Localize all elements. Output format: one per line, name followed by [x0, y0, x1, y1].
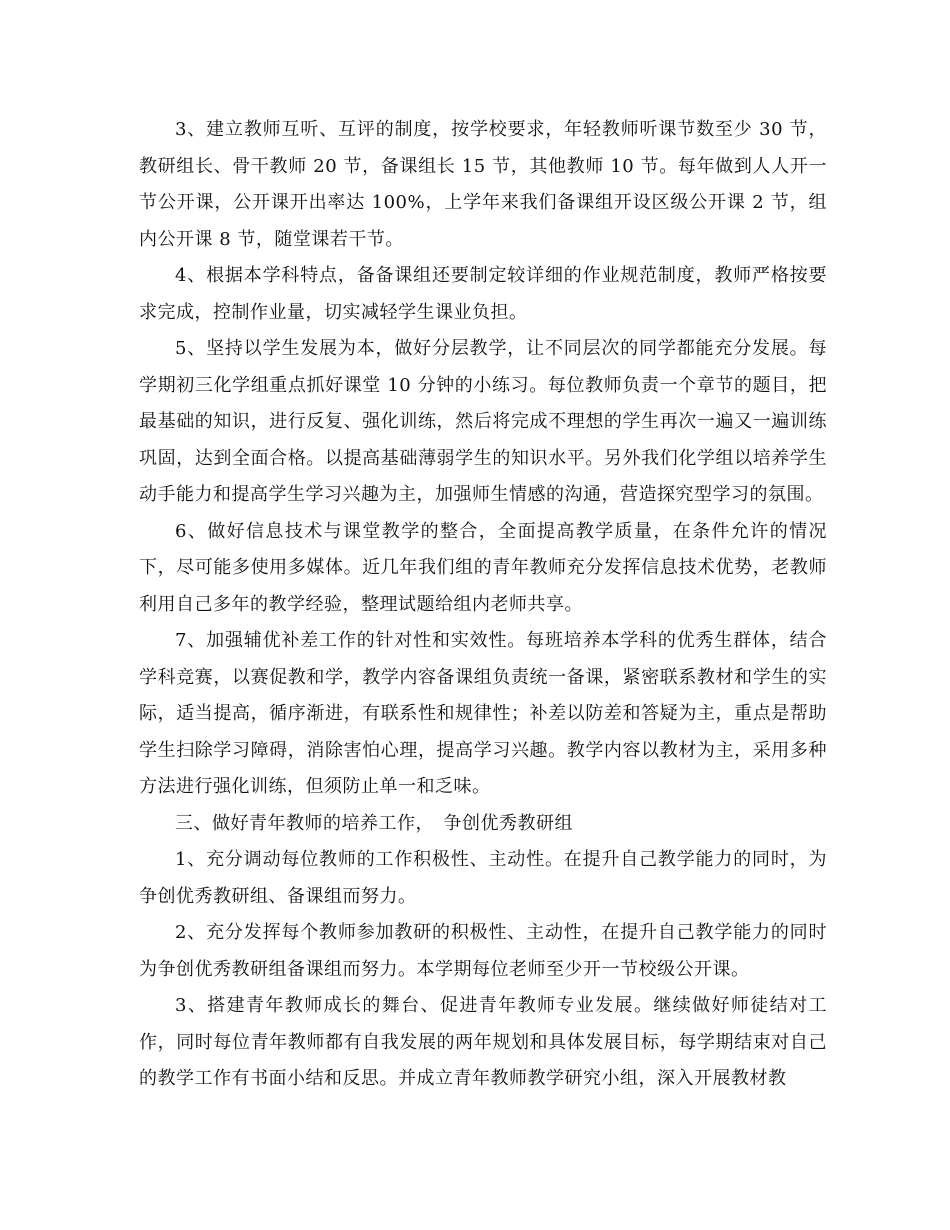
paragraph-research-enthusiasm: 2、充分发挥每个教师参加教研的积极性、主动性，在提升自己教学能力的同时为争创优秀教研组备课组而努力。本学期每位老师至少开一节校级公开课。	[139, 922, 827, 980]
document-body	[139, 112, 827, 1098]
paragraph-homework-rules: 4、根据本学科特点，备备课组还要制定较详细的作业规范制度，教师严格按要求完成，控制作业量，切实减轻学生课业负担。	[139, 265, 827, 323]
paragraph-teacher-motivation: 1、充分调动每位教师的工作积极性、主动性。在提升自己教学能力的同时，为争创优秀教研组、备课组而努力。	[139, 849, 827, 907]
paragraph-it-integration: 6、做好信息技术与课堂教学的整合，全面提高教学质量，在条件允许的情况下，尽可能多使用多媒体。近几年我们组的青年教师充分发挥信息技术优势，老教师利用自己多年的教学经验，整理试题给组内老师共享。	[139, 520, 827, 615]
section-heading-young-teachers: 三、做好青年教师的培养工作， 争创优秀教研组	[175, 812, 573, 834]
paragraph-teacher-observation: 3、建立教师互听、互评的制度，按学校要求，年轻教师听课节数至少 30 节，教研组长、骨干教师 20 节，备课组长 15 节，其他教师 10 节。每年做到人人开一节公开课，公开课开出率达 100%，上学年来我们备课组开设区级公开课 2 节，组内公开课 8 节，随堂课若干节。	[139, 119, 827, 250]
paragraph-tutoring: 7、加强辅优补差工作的针对性和实效性。每班培养本学科的优秀生群体，结合学科竞赛，以赛促教和学，教学内容备课组负责统一备课，紧密联系教材和学生的实际，适当提高，循序渐进，有联系性和规律性；补差以防差和答疑为主，重点是帮助学生扫除学习障碍，消除害怕心理，提高学习兴趣。教学内容以教材为主，采用多种方法进行强化训练，但须防止单一和乏味。	[139, 630, 827, 797]
paragraph-tiered-teaching: 5、坚持以学生发展为本，做好分层教学，让不同层次的同学都能充分发展。每学期初三化学组重点抓好课堂 10 分钟的小练习。每位教师负责一个章节的题目，把最基础的知识，进行反复、强化训练，然后将完成不理想的学生再次一遍又一遍训练巩固，达到全面合格。以提高基础薄弱学生的知识水平。另外我们化学组以培养学生动手能力和提高学生学习兴趣为主，加强师生情感的沟通，营造探究型学习的氛围。	[139, 338, 827, 505]
paragraph-young-teacher-growth: 3、搭建青年教师成长的舞台、促进青年教师专业发展。继续做好师徒结对工作，同时每位青年教师都有自我发展的两年规划和具体发展目标，每学期结束对自己的教学工作有书面小结和反思。并成立青年教师教学研究小组，深入开展教材教	[139, 995, 827, 1089]
